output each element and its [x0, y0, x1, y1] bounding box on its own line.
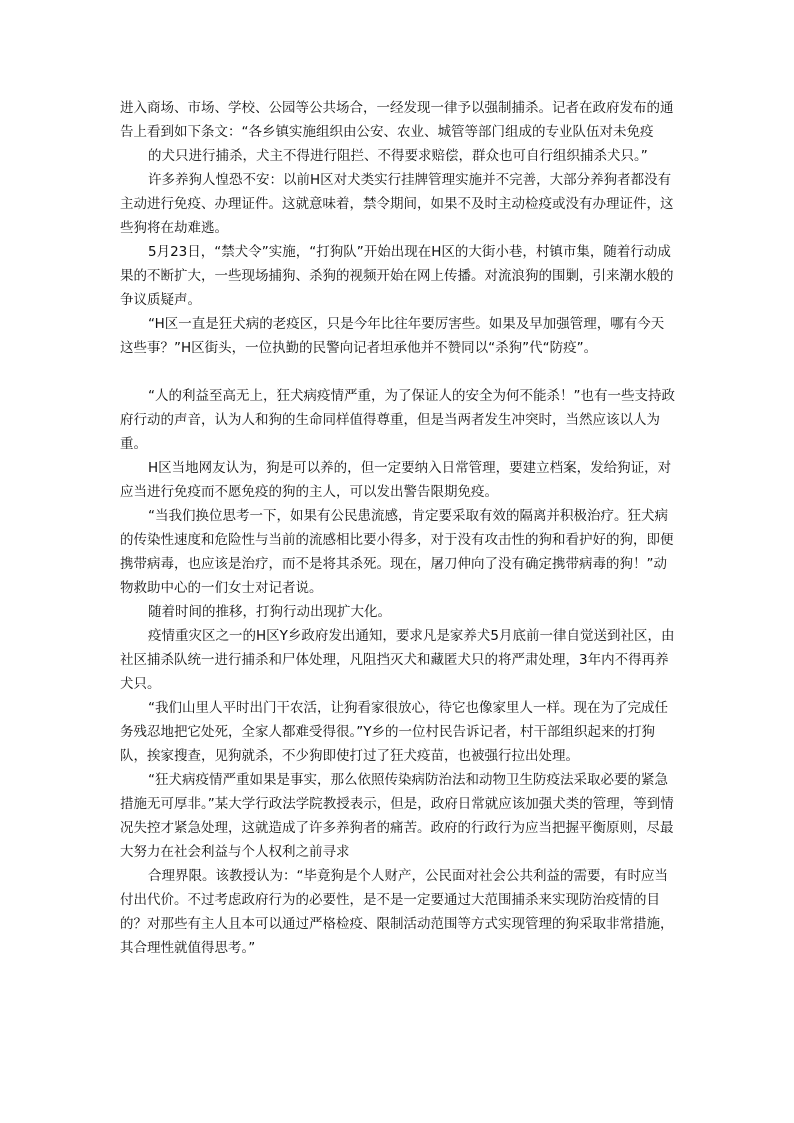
paragraph-5: “H区一直是狂犬病的老疫区，只是今年比往年要厉害些。如果及早加强管理，哪有今天这些事？”H区街头，一位执勤的民警向记者坦承他并不赞同以“杀狗”代“防疫”。 [120, 316, 665, 356]
paragraph-2: 的犬只进行捕杀，犬主不得进行阻拦、不得要求赔偿，群众也可自行组织捕杀犬只。” [148, 148, 648, 164]
paragraph-12: “狂犬病疫情严重如果是事实，那么依照传染病防治法和动物卫生防疫法采取必要的紧急措施无可厚非。”某大学行政法学院教授表示，但是，政府日常就应该加强犬类的管理，等到情况失控才紧急处理，这就造成了许多养狗者的痛苦。政府的行政行为应当把握平衡原则，尽最大努力在社会利益与个人权利之前寻求 [120, 772, 674, 860]
paragraph-10: 疫情重灾区之一的H区Y乡政府发出通知，要求凡是家养犬5月底前一律自觉送到社区，由社区捕杀队统一进行捕杀和尸体处理，凡阻挡灭犬和藏匿犬只的将严肃处理，3年内不得再养犬只。 [120, 628, 675, 692]
paragraph-4: 5月23日，“禁犬令”实施，“打狗队”开始出现在H区的大街小巷，村镇市集，随着行动成果的不断扩大，一些现场捕狗、杀狗的视频开始在网上传播。对流浪狗的围剿，引来潮水般的争议质疑声。 [120, 244, 674, 308]
paragraph-1: 进入商场、市场、学校、公园等公共场合，一经发现一律予以强制捕杀。记者在政府发布的通告上看到如下条文：“各乡镇实施组织由公安、农业、城管等部门组成的专业队伍对未免疫 [120, 100, 674, 140]
paragraph-9: 随着时间的推移，打狗行动出现扩大化。 [148, 604, 391, 620]
paragraph-7: H区当地网友认为，狗是可以养的，但一定要纳入日常管理，要建立档案，发给狗证，对应当进行免疫而不愿免疫的狗的主人，可以发出警告限期免疫。 [120, 460, 672, 500]
paragraph-3: 许多养狗人惶恐不安：以前H区对犬类实行挂牌管理实施并不完善，大部分养狗者都没有主动进行免疫、办理证件。这就意味着，禁令期间，如果不及时主动检疫或没有办理证件，这些狗将在劫难逃。 [120, 172, 674, 236]
paragraph-13: 合理界限。该教授认为：“毕竟狗是个人财产，公民面对社会公共利益的需要，有时应当付出代价。不过考虑政府行为的必要性，是不是一定要通过大范围捕杀来实现防治疫情的目的？对那些有主人且本可以通过严格检疫、限制活动范围等方式实现管理的狗采取非常措施，其合理性就值得思考。” [120, 868, 674, 956]
paragraph-11: “我们山里人平时出门干农活，让狗看家很放心，待它也像家里人一样。现在为了完成任务残忍地把它处死，全家人都难受得很。”Y乡的一位村民告诉记者，村干部组织起来的打狗队，挨家搜查，见狗就杀，不少狗即使打过了狂犬疫苗，也被强行拉出处理。 [120, 700, 668, 764]
paragraph-8: “当我们换位思考一下，如果有公民患流感，肯定要采取有效的隔离并积极治疗。狂犬病的传染性速度和危险性与当前的流感相比要小得多，对于没有攻击性的狗和看护好的狗，即便携带病毒，也应该是治疗，而不是将其杀死。现在，屠刀伸向了没有确定携带病毒的狗！”动物救助中心的一们女士对记者说。 [120, 508, 674, 596]
paragraph-6: “人的利益至高无上，狂犬病疫情严重，为了保证人的安全为何不能杀！”也有一些支持政府行动的声音，认为人和狗的生命同样值得尊重，但是当两者发生冲突时，当然应该以人为重。 [120, 388, 675, 452]
article-body [120, 96, 676, 960]
paragraph-spacer [120, 360, 676, 384]
